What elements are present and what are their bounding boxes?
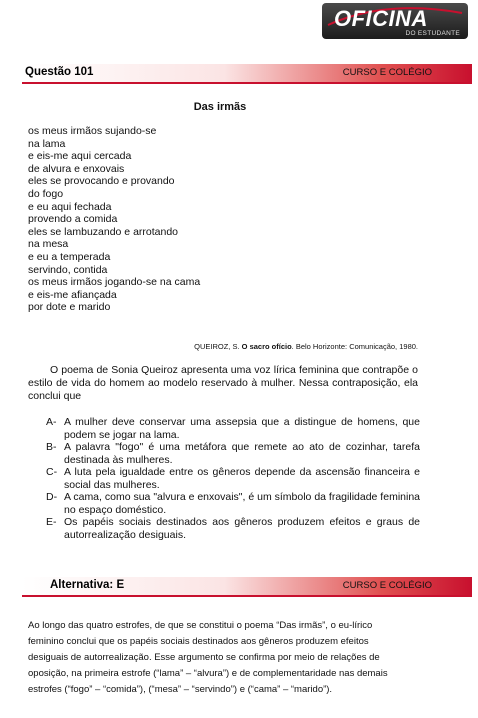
answer-label: Alternativa: E bbox=[50, 579, 125, 591]
poem-line: na lama bbox=[28, 137, 66, 150]
option-letter: E- bbox=[46, 516, 57, 528]
poem-line: eles se provocando e provando bbox=[28, 175, 175, 188]
poem-line: e eis-me afiançada bbox=[28, 288, 117, 301]
option-a bbox=[46, 416, 420, 441]
option-c bbox=[46, 466, 420, 491]
answer-course-label: CURSO E COLÉGIO bbox=[342, 580, 432, 591]
poem-line: servindo, contida bbox=[28, 263, 108, 276]
citation-author: QUEIROZ, S. bbox=[194, 342, 240, 351]
poem-title: Das irmãs bbox=[193, 101, 247, 113]
poem-line: de alvura e enxovais bbox=[28, 162, 125, 175]
citation-rest: . Belo Horizonte: Comunicação, 1980. bbox=[291, 342, 418, 351]
poem-line: e eis-me aqui cercada bbox=[28, 150, 132, 163]
option-b bbox=[46, 441, 420, 466]
option-text: Os papéis sociais destinados aos gêneros produzem efeitos e graus de autorrealização desiguais. bbox=[64, 516, 420, 541]
poem-line: os meus irmãos sujando-se bbox=[28, 125, 157, 137]
option-text: A luta pela igualdade entre os gêneros depende da ascensão financeira e social das mulheres. bbox=[64, 466, 420, 491]
option-letter: B- bbox=[46, 441, 57, 453]
option-text: A cama, como sua "alvura e enxovais", é um símbolo da fragilidade feminina no espaço doméstico. bbox=[64, 491, 420, 516]
answer-explanation: Ao longo das quatro estrofes, de que se constitui o poema “Das irmãs”, o eu-lírico feminino conclui que os papéis sociais destinados aos gêneros produzem efeitos desiguais de autorrealização. Esse argumento se confirma por meio de relações de oposição, na primeira estrofe (“lama” – “alvura”) e de complementaridade nas demais estrofes (“fogo” – “comida”), (“mesa” – “servindo”) e (“cama” – “marido”). bbox=[28, 620, 388, 695]
poem-line: eles se lambuzando e arrotando bbox=[28, 225, 179, 238]
poem-line: provendo a comida bbox=[28, 213, 118, 226]
oficina-logo bbox=[322, 3, 468, 39]
question-label: Questão 101 bbox=[25, 66, 94, 78]
option-text: A mulher deve conservar uma assepsia que a distingue de homens, que podem se jogar na lama. bbox=[64, 416, 420, 441]
question-text: O poema de Sonia Queiroz apresenta uma voz lírica feminina que contrapõe o estilo de vida do homem ao modelo reservado à mulher. Nessa contraposição, ela conclui que bbox=[28, 364, 418, 402]
poem-body bbox=[28, 125, 200, 314]
poem-line: na mesa bbox=[28, 238, 69, 251]
poem-line: e eu a temperada bbox=[28, 250, 111, 263]
logo-subtitle: DO ESTUDANTE bbox=[405, 30, 460, 37]
logo-brand: OFICINA bbox=[334, 6, 428, 31]
course-label: CURSO E COLÉGIO bbox=[342, 67, 432, 78]
question-header-bar bbox=[22, 64, 472, 84]
option-e bbox=[46, 516, 420, 541]
option-text: A palavra "fogo" é uma metáfora que remete ao ato de cozinhar, tarefa destinada às mulheres. bbox=[64, 441, 420, 466]
answer-header-bar bbox=[22, 577, 472, 597]
answer-options bbox=[46, 416, 420, 541]
option-letter: A- bbox=[46, 416, 57, 428]
option-letter: C- bbox=[46, 466, 58, 478]
citation bbox=[194, 342, 418, 351]
option-d bbox=[46, 491, 420, 516]
citation-work: O sacro ofício bbox=[241, 342, 292, 351]
option-letter: D- bbox=[46, 491, 58, 503]
poem-line: e eu aqui fechada bbox=[28, 200, 112, 213]
poem-line: do fogo bbox=[28, 187, 64, 200]
poem-line: por dote e marido bbox=[28, 301, 111, 314]
poem-line: os meus irmãos jogando-se na cama bbox=[28, 276, 201, 289]
